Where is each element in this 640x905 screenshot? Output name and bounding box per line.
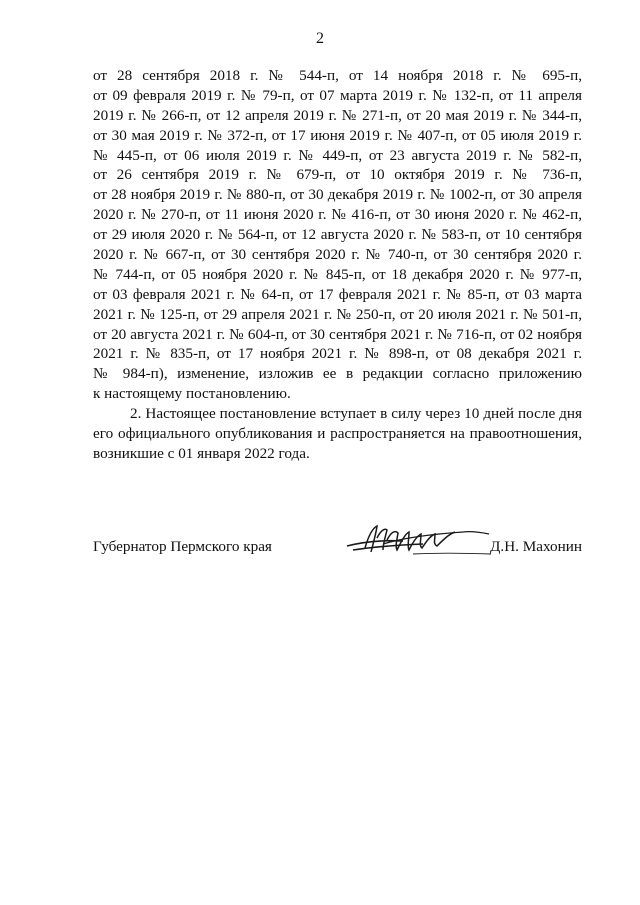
document-body: [93, 66, 582, 464]
signer-title: Губернатор Пермского края: [93, 538, 272, 555]
signature-block: [93, 530, 582, 566]
text-line: 2020 г. № 270-п, от 11 июня 2020 г. № 416-п, от 30 июня 2020 г. № 462-п,: [93, 206, 582, 224]
text-line: 2019 г. № 266-п, от 12 апреля 2019 г. № 271-п, от 20 мая 2019 г. № 344-п,: [93, 106, 582, 124]
paragraph-effective-date: [93, 404, 582, 464]
text-line: от 20 августа 2021 г. № 604-п, от 30 сентября 2021 г. № 716-п, от 02 ноября: [93, 325, 582, 343]
text-line: его официального опубликования и распространяется на правоотношения,: [93, 425, 582, 443]
text-line: от 28 сентября 2018 г. № 544-п, от 14 ноября 2018 г. № 695-п,: [93, 67, 582, 84]
text-line: 2. Настоящее постановление вступает в силу через 10 дней после дня: [130, 405, 582, 423]
text-line: к настоящему постановлению.: [93, 385, 291, 403]
text-line: 2021 г. № 835-п, от 17 ноября 2021 г. № 898-п, от 08 декабря 2021 г.: [93, 345, 582, 363]
signer-name: Д.Н. Махонин: [490, 538, 582, 555]
text-line: № 445-п, от 06 июля 2019 г. № 449-п, от 23 августа 2019 г. № 582-п,: [93, 146, 582, 164]
text-line: 2021 г. № 125-п, от 29 апреля 2021 г. № 250-п, от 20 июля 2021 г. № 501-п,: [93, 305, 582, 323]
text-line: от 29 июля 2020 г. № 564-п, от 12 августа 2020 г. № 583-п, от 10 сентября: [93, 226, 582, 244]
text-line: от 09 февраля 2019 г. № 79-п, от 07 марта 2019 г. № 132-п, от 11 апреля: [93, 86, 582, 104]
text-line: 2020 г. № 667-п, от 30 сентября 2020 г. № 740-п, от 30 сентября 2020 г.: [93, 246, 582, 264]
text-line: от 30 мая 2019 г. № 372-п, от 17 июня 2019 г. № 407-п, от 05 июля 2019 г.: [93, 126, 582, 144]
text-line: возникшие с 01 января 2022 года.: [93, 444, 310, 462]
handwritten-signature: [343, 520, 493, 560]
text-line: от 28 ноября 2019 г. № 880-п, от 30 декабря 2019 г. № 1002-п, от 30 апреля: [93, 186, 582, 204]
text-line: от 03 февраля 2021 г. № 64-п, от 17 февраля 2021 г. № 85-п, от 03 марта: [93, 285, 582, 303]
page-number: 2: [316, 30, 324, 47]
text-line: № 744-п, от 05 ноября 2020 г. № 845-п, от 18 декабря 2020 г. № 977-п,: [93, 265, 582, 283]
text-line: № 984-п), изменение, изложив ее в редакции согласно приложению: [93, 365, 582, 383]
text-line: от 26 сентября 2019 г. № 679-п, от 10 октября 2019 г. № 736-п,: [93, 166, 582, 184]
paragraph-amendments-list: [93, 66, 582, 404]
